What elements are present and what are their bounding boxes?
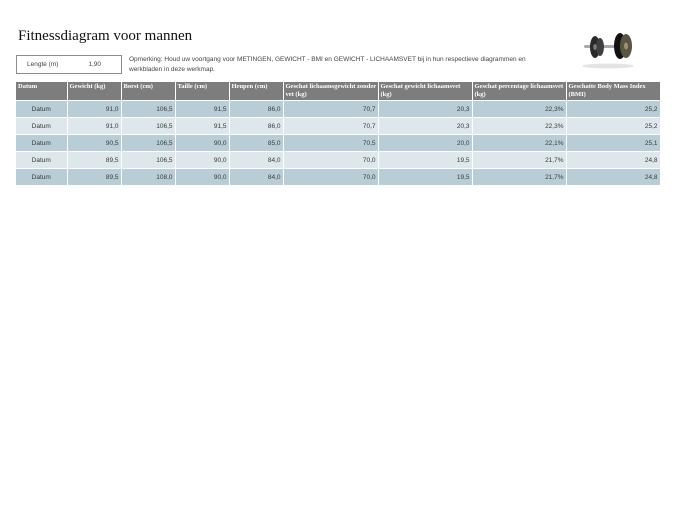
table-cell[interactable]: 21,7% (472, 169, 566, 186)
column-header[interactable]: Taille (cm) (175, 82, 229, 101)
table-cell[interactable]: 70,0 (283, 152, 378, 169)
table-cell[interactable]: 106,5 (121, 135, 175, 152)
table-cell[interactable]: 70,5 (283, 135, 378, 152)
table-cell[interactable]: 84,0 (229, 152, 283, 169)
table-cell[interactable]: 24,8 (566, 169, 660, 186)
table-cell[interactable]: 91,0 (67, 101, 121, 118)
column-header[interactable]: Geschat lichaamsgewicht zonder vet (kg) (283, 82, 378, 101)
table-cell[interactable]: Datum (16, 152, 67, 169)
table-cell[interactable]: 70,7 (283, 118, 378, 135)
length-value[interactable]: 1,90 (88, 61, 101, 68)
column-header[interactable]: Geschat percentage lichaamsvet (kg) (472, 82, 566, 101)
table-cell[interactable]: 20,0 (378, 135, 472, 152)
table-cell[interactable]: 91,5 (175, 118, 229, 135)
table-cell[interactable]: Datum (16, 135, 67, 152)
table-cell[interactable]: 22,3% (472, 101, 566, 118)
table-header-row (16, 82, 660, 101)
table-cell[interactable]: 19,5 (378, 169, 472, 186)
table-cell[interactable]: 25,2 (566, 101, 660, 118)
column-header[interactable]: Datum (16, 82, 67, 101)
table-cell[interactable]: 91,0 (67, 118, 121, 135)
column-header[interactable]: Geschatte Body Mass Index (BMI) (566, 82, 660, 101)
column-header[interactable]: Borst (cm) (121, 82, 175, 101)
table-cell[interactable]: 106,5 (121, 152, 175, 169)
table-cell[interactable]: 90,0 (175, 169, 229, 186)
dumbbell-icon (578, 26, 638, 70)
table-cell[interactable]: 20,3 (378, 118, 472, 135)
table-cell[interactable]: 70,0 (283, 169, 378, 186)
table-cell[interactable]: 86,0 (229, 118, 283, 135)
column-header[interactable]: Heupen (cm) (229, 82, 283, 101)
table-cell[interactable]: 89,5 (67, 152, 121, 169)
table-cell[interactable]: 85,0 (229, 135, 283, 152)
page-title: Fitnessdiagram voor mannen (18, 28, 193, 44)
table-cell[interactable]: 89,5 (67, 169, 121, 186)
table-cell[interactable]: 90,5 (67, 135, 121, 152)
length-field[interactable] (16, 55, 122, 74)
fitness-table (16, 82, 661, 185)
table-cell[interactable]: 22,1% (472, 135, 566, 152)
table-row (16, 135, 660, 152)
table-cell[interactable]: 22,3% (472, 118, 566, 135)
length-label: Lengte (m) (27, 61, 59, 68)
table-cell[interactable]: 70,7 (283, 101, 378, 118)
table-cell[interactable]: Datum (16, 101, 67, 118)
table-row (16, 101, 660, 118)
table-cell[interactable]: 25,2 (566, 118, 660, 135)
table-cell[interactable]: 90,0 (175, 135, 229, 152)
table-cell[interactable]: 91,5 (175, 101, 229, 118)
table-cell[interactable]: Datum (16, 118, 67, 135)
table-cell[interactable]: 21,7% (472, 152, 566, 169)
table-cell[interactable]: 25,1 (566, 135, 660, 152)
table-cell[interactable]: 86,0 (229, 101, 283, 118)
table-cell[interactable]: 106,5 (121, 101, 175, 118)
table-row (16, 152, 660, 169)
table-cell[interactable]: 90,0 (175, 152, 229, 169)
table-row (16, 169, 660, 186)
table-cell[interactable]: 84,0 (229, 169, 283, 186)
note-text: Opmerking: Houd uw voortgang voor METINGEN, GEWICHT - BMI en GEWICHT - LICHAAMSVET bij in hun respectieve diagrammen en werkbladen in deze werkmap. (129, 56, 526, 73)
table-cell[interactable]: Datum (16, 169, 67, 186)
table-cell[interactable]: 19,5 (378, 152, 472, 169)
table-cell[interactable]: 20,3 (378, 101, 472, 118)
table-cell[interactable]: 24,8 (566, 152, 660, 169)
table-cell[interactable]: 108,0 (121, 169, 175, 186)
column-header[interactable]: Geschat gewicht lichaamsvet (kg) (378, 82, 472, 101)
table-row (16, 118, 660, 135)
table-cell[interactable]: 106,5 (121, 118, 175, 135)
column-header[interactable]: Gewicht (kg) (67, 82, 121, 101)
